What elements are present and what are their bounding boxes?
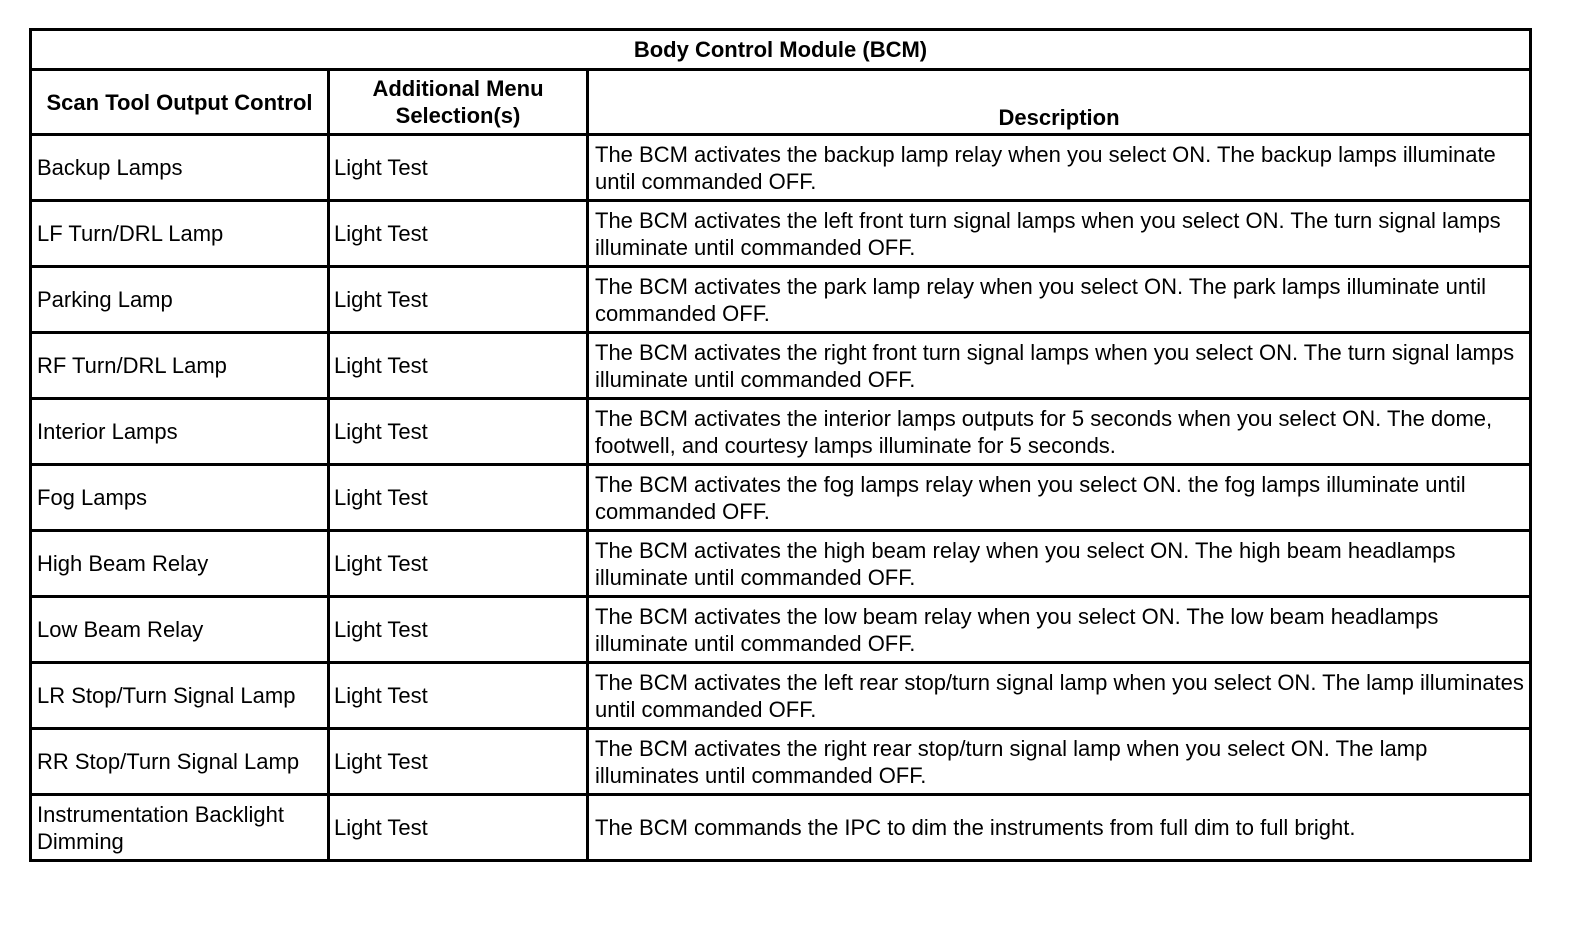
table-row (31, 333, 1531, 399)
cell-description: The BCM activates the high beam relay when you select ON. The high beam headlamps illuminate until commanded OFF. (588, 531, 1531, 597)
column-header-menu: Additional Menu Selection(s) (329, 70, 588, 135)
cell-control: Low Beam Relay (31, 597, 329, 663)
cell-menu: Light Test (329, 135, 588, 201)
column-header-control: Scan Tool Output Control (31, 70, 329, 135)
cell-description: The BCM activates the park lamp relay when you select ON. The park lamps illuminate until commanded OFF. (588, 267, 1531, 333)
table-row (31, 531, 1531, 597)
table-title: Body Control Module (BCM) (31, 30, 1531, 70)
cell-menu: Light Test (329, 531, 588, 597)
column-header-description: Description (588, 70, 1531, 135)
cell-description: The BCM activates the right front turn signal lamps when you select ON. The turn signal lamps illuminate until commanded OFF. (588, 333, 1531, 399)
table-row (31, 795, 1531, 861)
cell-description: The BCM activates the low beam relay when you select ON. The low beam headlamps illuminate until commanded OFF. (588, 597, 1531, 663)
cell-description: The BCM activates the right rear stop/turn signal lamp when you select ON. The lamp illuminates until commanded OFF. (588, 729, 1531, 795)
cell-description: The BCM activates the interior lamps outputs for 5 seconds when you select ON. The dome, footwell, and courtesy lamps illuminate for 5 seconds. (588, 399, 1531, 465)
table-row (31, 663, 1531, 729)
cell-control: High Beam Relay (31, 531, 329, 597)
cell-description: The BCM activates the left front turn signal lamps when you select ON. The turn signal lamps illuminate until commanded OFF. (588, 201, 1531, 267)
table-row (31, 399, 1531, 465)
table-row (31, 465, 1531, 531)
table-row (31, 267, 1531, 333)
cell-description: The BCM activates the backup lamp relay when you select ON. The backup lamps illuminate until commanded OFF. (588, 135, 1531, 201)
bcm-output-control-table (29, 28, 1532, 862)
cell-control: Backup Lamps (31, 135, 329, 201)
cell-menu: Light Test (329, 597, 588, 663)
cell-menu: Light Test (329, 201, 588, 267)
cell-control: RF Turn/DRL Lamp (31, 333, 329, 399)
table-body (31, 135, 1531, 861)
cell-menu: Light Test (329, 795, 588, 861)
table-row (31, 597, 1531, 663)
cell-description: The BCM activates the left rear stop/turn signal lamp when you select ON. The lamp illuminates until commanded OFF. (588, 663, 1531, 729)
cell-control: Fog Lamps (31, 465, 329, 531)
table-row (31, 729, 1531, 795)
cell-menu: Light Test (329, 267, 588, 333)
cell-control: LF Turn/DRL Lamp (31, 201, 329, 267)
cell-control: Interior Lamps (31, 399, 329, 465)
cell-menu: Light Test (329, 729, 588, 795)
cell-control: RR Stop/Turn Signal Lamp (31, 729, 329, 795)
cell-control: Instrumentation Backlight Dimming (31, 795, 329, 861)
cell-description: The BCM activates the fog lamps relay when you select ON. the fog lamps illuminate until commanded OFF. (588, 465, 1531, 531)
cell-control: LR Stop/Turn Signal Lamp (31, 663, 329, 729)
cell-menu: Light Test (329, 333, 588, 399)
cell-control: Parking Lamp (31, 267, 329, 333)
table-row (31, 135, 1531, 201)
table-row (31, 201, 1531, 267)
cell-menu: Light Test (329, 465, 588, 531)
cell-menu: Light Test (329, 663, 588, 729)
cell-menu: Light Test (329, 399, 588, 465)
cell-description: The BCM commands the IPC to dim the instruments from full dim to full bright. (588, 795, 1531, 861)
